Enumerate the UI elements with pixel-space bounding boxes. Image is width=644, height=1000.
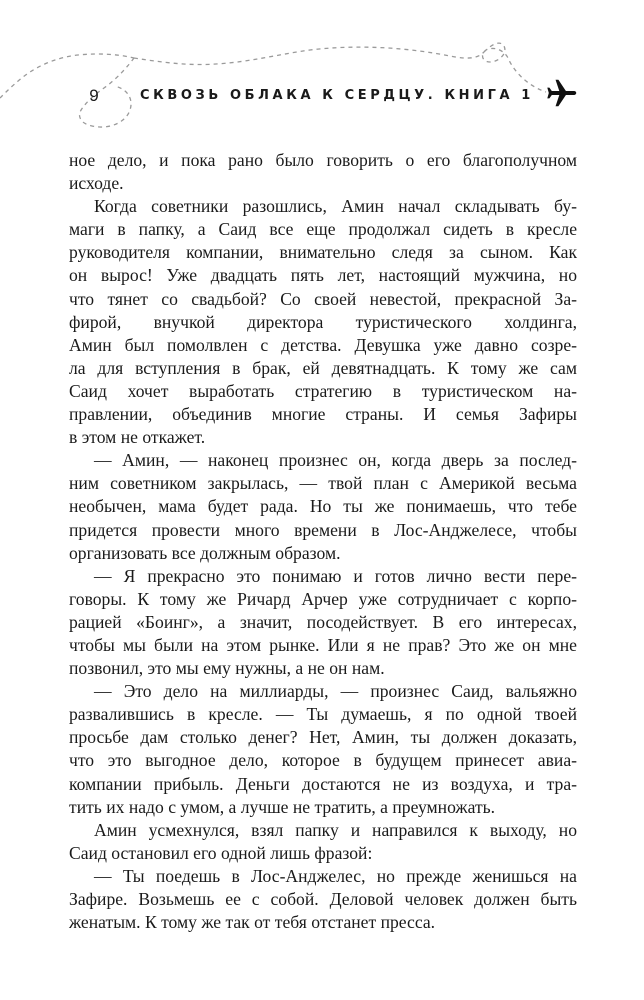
text-line: ное дело, и пока рано было говорить о его благополучном bbox=[69, 150, 577, 170]
text-line: что тянет со свадьбой? Со своей невестой, прекрасной За- bbox=[69, 288, 577, 309]
text-line: Саид остановил его одной лишь фразой: bbox=[69, 842, 373, 863]
text-line: Саид хочет выработать стратегию в туристическом на- bbox=[69, 380, 577, 401]
text-line: он вырос! Уже двадцать пять лет, настоящий мужчина, но bbox=[69, 265, 577, 286]
text-line: руководителя компании, внимательно следя за сыном. Как bbox=[69, 242, 577, 263]
text-line: Амин усмехнулся, взял папку и направился к выходу, но bbox=[94, 819, 577, 840]
text-line: что это выгодное дело, которое в будущем принесет авиа- bbox=[69, 750, 577, 771]
text-line: позвонил, это мы ему нужны, а не он нам. bbox=[69, 658, 385, 679]
text-line: фирой, внучкой директора туристического холдинга, bbox=[69, 311, 577, 332]
text-body bbox=[69, 149, 577, 934]
text-line: говоры. К тому же Ричард Арчер уже сотрудничает с корпо- bbox=[69, 588, 577, 609]
text-line: ним советником закрылась, — твой план с Америкой весьма bbox=[69, 473, 577, 494]
text-line: в этом не откажет. bbox=[69, 427, 206, 448]
text-line: Амин был помолвлен с детства. Девушка уже давно созре- bbox=[69, 334, 577, 355]
text-line: чтобы мы были на этом рынке. Или я не прав? Это же он мне bbox=[69, 634, 577, 655]
text-line: Зафире. Возьмешь ее с собой. Деловой человек должен быть bbox=[69, 889, 577, 909]
text-line: исходе. bbox=[69, 173, 124, 194]
text-line: тить их надо с умом, а лучше не тратить, а преумножать. bbox=[69, 796, 496, 817]
dashed-flight-path-icon bbox=[0, 0, 644, 140]
text-line: — Амин, — наконец произнес он, когда дверь за послед- bbox=[94, 450, 577, 471]
running-head: СКВОЗЬ ОБЛАКА К СЕРДЦУ. КНИГА 1 bbox=[140, 88, 534, 103]
text-line: Когда советники разошлись, Амин начал складывать бу- bbox=[94, 196, 577, 217]
text-line: организовать все должным образом. bbox=[69, 542, 341, 563]
text-line: женатым. К тому же так от тебя отстанет пресса. bbox=[69, 912, 436, 933]
text-line: придется провести много времени в Лос-Анджелесе, чтобы bbox=[69, 519, 577, 540]
text-line: развалившись в кресле. — Ты думаешь, я по одной твоей bbox=[69, 704, 577, 725]
page-number: 9 bbox=[89, 86, 99, 105]
text-line: просьбе дам столько денег? Нет, Амин, ты должен доказать, bbox=[69, 727, 577, 748]
text-line: необычен, мама будет рада. Но ты же понимаешь, что тебе bbox=[69, 496, 577, 517]
airplane-icon bbox=[544, 75, 580, 111]
text-line: рацией «Боинг», а значит, посодействует. В его интересах, bbox=[69, 611, 577, 632]
text-line: — Я прекрасно это понимаю и готов лично вести пере- bbox=[94, 565, 577, 586]
text-line: ла для вступления в брак, ей девятнадцать. К тому же сам bbox=[69, 357, 577, 378]
text-line: правлении, объединив многие страны. И семья Зафиры bbox=[69, 404, 577, 425]
text-line: маги в папку, а Саид все еще продолжал сидеть в кресле bbox=[69, 219, 577, 240]
text-line: компании прибыль. Деньги достаются не из воздуха, и тра- bbox=[69, 773, 577, 794]
text-line: — Это дело на миллиарды, — произнес Саид, вальяжно bbox=[94, 681, 577, 702]
text-line: — Ты поедешь в Лос-Анджелес, но прежде женишься на bbox=[94, 865, 577, 886]
